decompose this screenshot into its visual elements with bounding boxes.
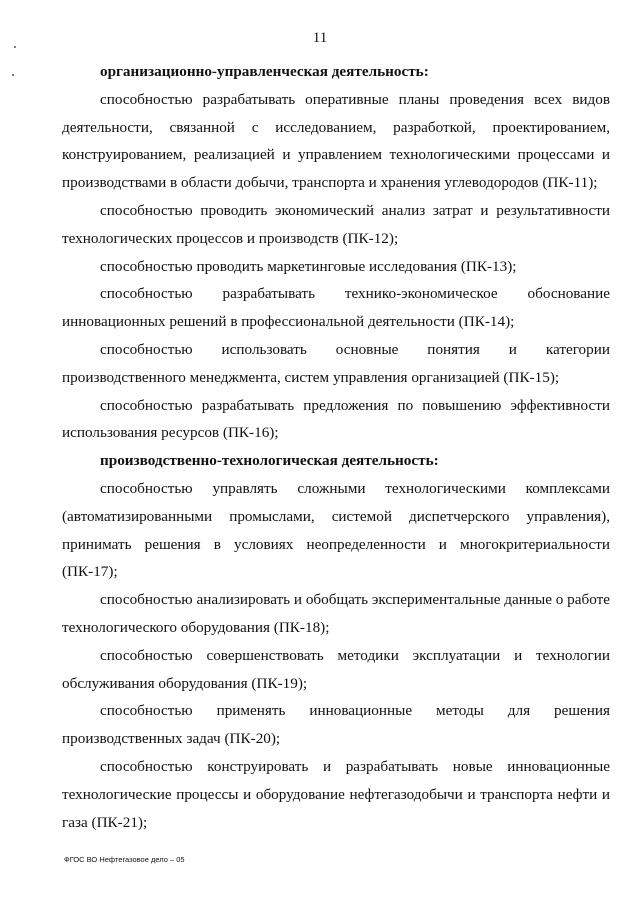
competency-paragraph: способностью проводить экономический анализ затрат и результативности технологических процессов и производств (ПК-12); [62, 201, 610, 247]
document-body [62, 58, 610, 836]
competency-paragraph: способностью применять инновационные методы для решения производственных задач (ПК-20); [62, 702, 610, 748]
competency-paragraph: способностью проводить маркетинговые исследования (ПК-13); [100, 257, 517, 275]
page-footer: ФГОС ВО Нефтегазовое дело – 05 [64, 855, 185, 864]
competency-paragraph: способностью конструировать и разрабатывать новые инновационные технологические процессы и оборудование нефтегазодобычи и транспорта нефти и газа (ПК-21); [62, 757, 610, 831]
competency-paragraph: способностью использовать основные понятия и категории производственного менеджмента, систем управления организацией (ПК-15); [62, 340, 610, 386]
section-heading: производственно-технологическая деятельность: [100, 452, 439, 470]
competency-paragraph: способностью совершенствовать методики эксплуатации и технологии обслуживания оборудования (ПК-19); [62, 646, 610, 692]
competency-paragraph: способностью управлять сложными технологическими комплексами (автоматизированными промыслами, системой диспетчерского управления), принимать решения в условиях неопределенности и многокритериальности (ПК-17); [62, 479, 610, 581]
scan-speck [12, 74, 14, 76]
section-heading: организационно-управленческая деятельность: [100, 63, 429, 80]
page-number: 11 [312, 30, 328, 46]
competency-paragraph: способностью разрабатывать оперативные планы проведения всех видов деятельности, связанной с исследованием, разработкой, проектированием, конструированием, реализацией и управлением технологическими процессами и производствами в области добычи, транспорта и хранения углеводородов (ПК-11); [62, 90, 610, 192]
competency-paragraph: способностью разрабатывать предложения по повышению эффективности использования ресурсов (ПК-16); [62, 396, 610, 442]
competency-paragraph: способностью разрабатывать технико-экономическое обоснование инновационных решений в профессиональной деятельности (ПК-14); [62, 285, 610, 331]
competency-paragraph: способностью анализировать и обобщать экспериментальные данные о работе технологического оборудования (ПК-18); [62, 591, 610, 636]
